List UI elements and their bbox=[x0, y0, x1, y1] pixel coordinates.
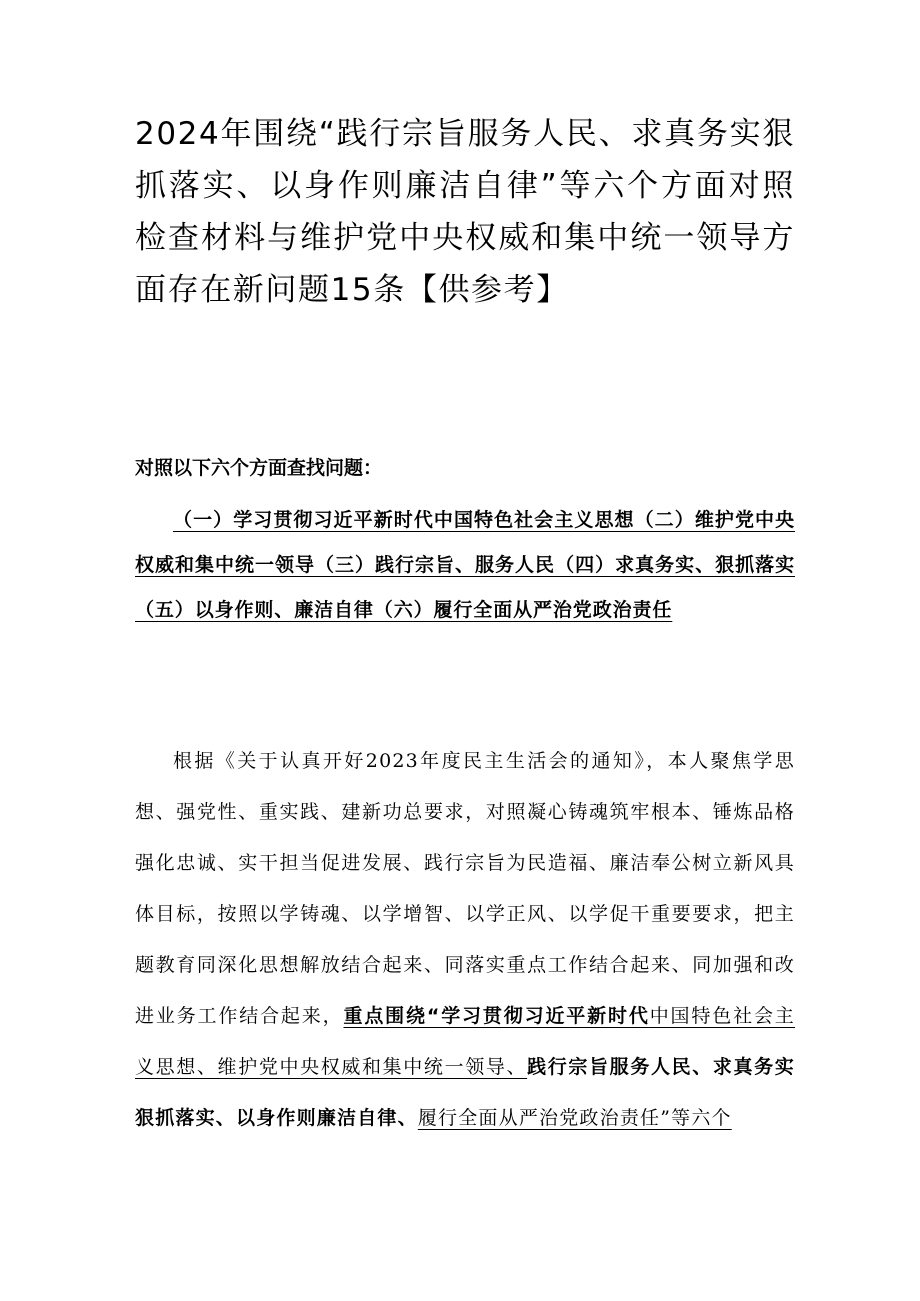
body-text-part-3: 中国特色社会主义思想、维护党中央权威和集中统一领导、 bbox=[135, 1005, 795, 1078]
body-text-part-2: 重点围绕“学习贯彻习近平新时代 bbox=[343, 1005, 650, 1027]
intro-heading: 对照以下六个方面查找问题： bbox=[135, 457, 383, 479]
six-aspects-paragraph: （一）学习贯彻习近平新时代中国特色社会主义思想（二）维护党中央权威和集中统一领导（三）践行宗旨、服务人民（四）求真务实、狠抓落实（五）以身作则、廉洁自律（六）履行全面从严治党政治责任 bbox=[135, 509, 795, 621]
body-paragraph bbox=[135, 736, 795, 1144]
document-title: 2024年围绕“践行宗旨服务人民、求真务实狠抓落实、以身作则廉洁自律”等六个方面对照检查材料与维护党中央权威和集中统一领导方面存在新问题15条【供参考】 bbox=[135, 116, 795, 308]
body-text-part-5: 履行全面从严治党政治责任”等六个 bbox=[417, 1107, 732, 1129]
body-text-part-1: 根据《关于认真开好2023年度民主生活会的通知》，本人聚焦学思想、强党性、重实践、建新功总要求，对照凝心铸魂筑牢根本、锤炼品格强化忠诚、实干担当促进发展、践行宗旨为民造福、廉洁奉公树立新风具体目标，按照以学铸魂、以学增智、以学正风、以学促干重要要求，把主题教育同深化思想解放结合起来、同落实重点工作结合起来、同加强和改进业务工作结合起来， bbox=[135, 750, 795, 1027]
body-text-part-4: 践行宗旨服务人民、求真务实狠抓落实、以身作则廉洁自律、 bbox=[135, 1056, 795, 1129]
